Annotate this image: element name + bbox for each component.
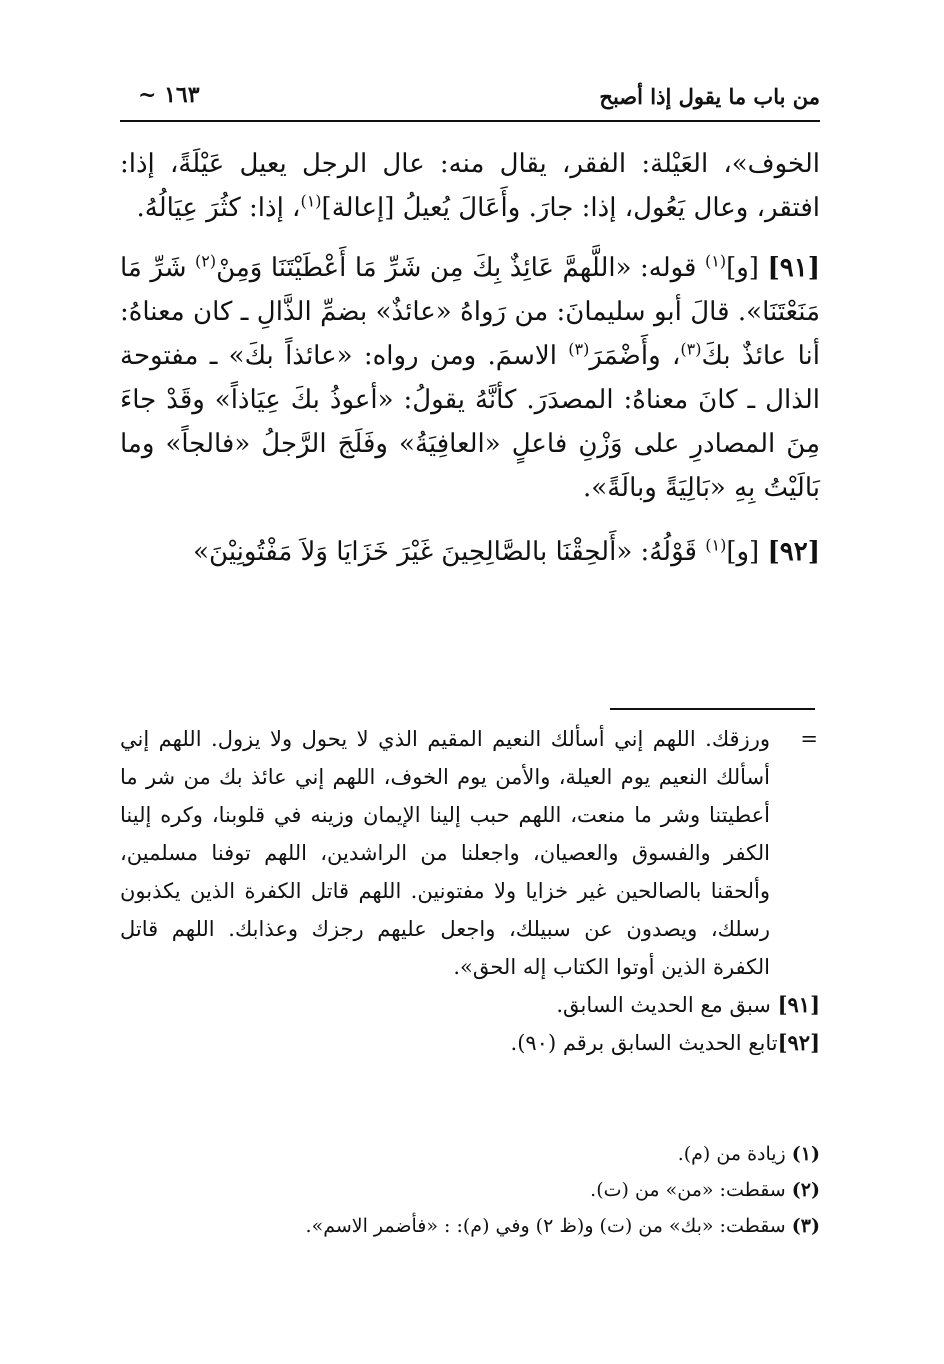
entry-text: [و] [726,253,768,283]
footnote-number: (٣) [791,1215,820,1237]
continuation-mark: = [800,727,818,751]
footnote-ref: (٢) [194,251,217,271]
entry-text: ، وأَضْمَرَ [589,341,681,371]
source-note-number: [٩٢] [777,1030,820,1055]
source-note-text: تابع الحديث السابق برقم (٩٠). [510,1031,778,1055]
source-note-number: [٩١] [777,992,820,1017]
footnote-ref: (١) [705,535,727,555]
footnote-2 [120,1172,820,1208]
footnote-ref: (٣) [568,339,590,359]
paragraph-text-tail: ، إذا: كثُرَ عِيَالُهُ. [136,193,301,223]
source-note-92 [120,1024,820,1062]
footnote-ref: (١) [300,191,322,211]
entry-number: [٩٢] [767,537,820,567]
entry-text: قَوْلُهُ: «أَلحِقْنَا بالصَّالِحِينَ غَيْرَ خَزَايَا وَلاَ مَفْتُونِيْنَ» [193,537,706,567]
footnote-3 [120,1208,820,1244]
continued-note [120,720,820,986]
footnote-ref: (٣) [680,339,702,359]
page-number: ١٦٣ ~ [138,82,200,108]
entry-text: الاسمَ. ومن رواه: «عائذاً بكَ» ـ مفتوحة الذال ـ كانَ معناهُ: المصدَرَ. كأنَّهُ يقولُ: «أعوذُ بكَ عِيَاذاً» وقَدْ جاءَ مِنَ المصادرِ على وَزْنِ فاعلٍ «العافِيَةُ» وفَلَجَ الرَّجلُ «فالجاً» وما بَالَيْتُ بِهِ «بَالِيَةً وبالَةً». [120,341,820,503]
source-note-text: سبق مع الحديث السابق. [556,993,778,1017]
footnote-text: سقطت: «بك» من (ت) و(ظ ٢) وفي (م): : «فأضمر الاسم». [305,1215,792,1237]
footnote-ref: (١) [705,251,727,271]
hadith-entry-91 [120,246,820,510]
entry-text: [و] [726,537,768,567]
page-header [120,80,820,116]
running-title: من باب ما يقول إذا أصبح [599,84,820,109]
header-rule [120,120,820,122]
hadith-entry-92 [120,530,820,574]
notes-separator-rule [610,708,815,710]
main-text [120,142,820,574]
footnotes [120,1136,820,1244]
paragraph-text: الخوف»، العَيْلة: الفقر، يقال منه: عال الرجل يعيل عَيْلَةً، إذا: افتقر، وعال يَعُول، إذا: جارَ. وأَعَالَ يُعيلُ [إعالة] [120,149,820,223]
footnote-text: زيادة من (م). [677,1143,792,1165]
continued-note-text: ورزقك. اللهم إني أسألك النعيم المقيم الذي لا يحول ولا يزول. اللهم إني أسألك النعيم يوم العيلة، والأمن يوم الخوف، اللهم إني عائذ بك من شر ما أعطيتنا وشر ما منعت، اللهم حبب إلينا الإيمان وزينه في قلوبنا، وكره إلينا الكفر والفسوق والعصيان، واجعلنا من الراشدين، اللهم توفنا مسلمين، وألحقنا بالصالحين غير خزايا ولا مفتونين. اللهم قاتل الكفرة الذين يكذبون رسلك، ويصدون عن سبيلك، واجعل عليهم رجزك وعذابك. اللهم قاتل الكفرة الذين أوتوا الكتاب إله الحق». [120,727,770,979]
source-note-91 [120,986,820,1024]
footnote-text: سقطت: «من» من (ت). [590,1179,792,1201]
notes-section [120,720,820,1062]
entry-number: [٩١] [767,253,821,283]
footnote-number: (١) [791,1143,820,1165]
footnote-1 [120,1136,820,1172]
footnote-number: (٢) [791,1179,820,1201]
entry-text: قوله: «اللَّهمَّ عَائِذٌ بِكَ مِن شَرِّ مَا أَعْطَيْتَنَا وَمِنْ [216,253,705,283]
paragraph-continuation [120,142,820,230]
entry-text: شَرِّ مَا مَنَعْتَنَا». قالَ أبو سليمانَ: من رَواهُ «عائذٌ» بضمِّ الذَّالِ ـ كان معناهُ: أنا عائذٌ بكَ [120,253,820,371]
